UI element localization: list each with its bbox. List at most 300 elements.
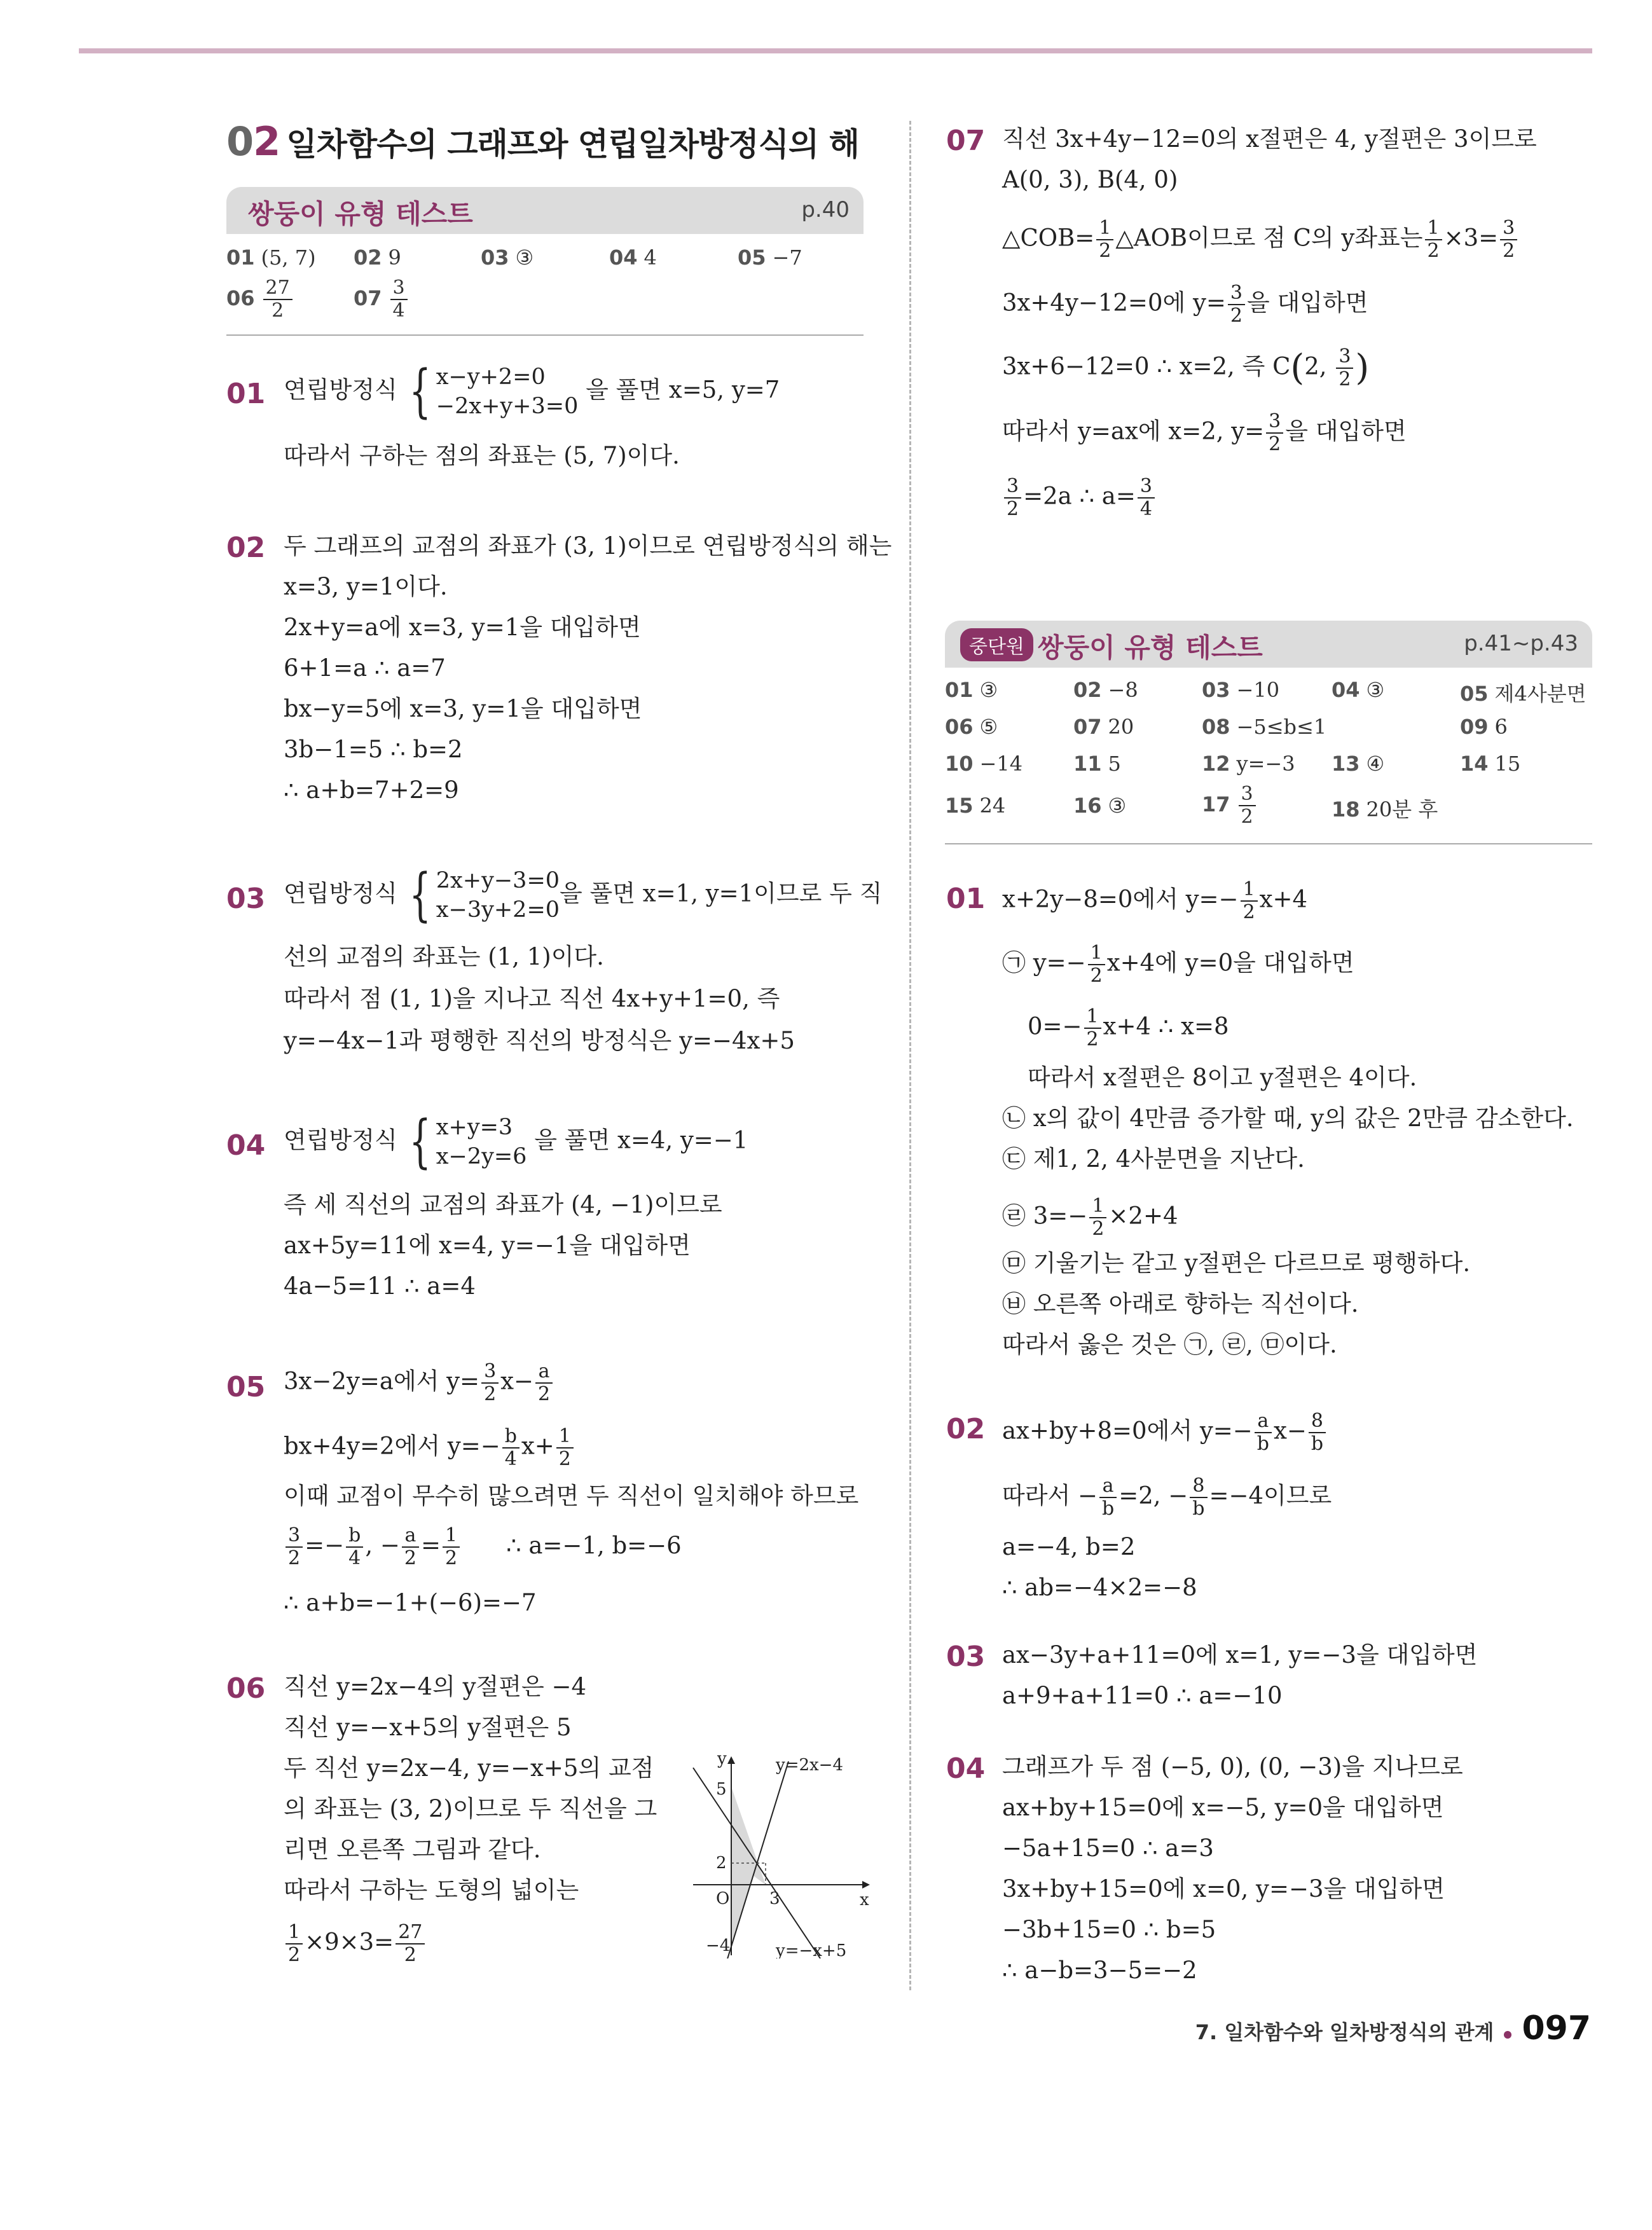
problem-line (284, 1526, 682, 1568)
text: = (420, 1531, 441, 1559)
text: 을 대입하면 (1285, 417, 1407, 445)
denominator: 2 (1427, 240, 1440, 262)
answer-number: 12 (1202, 752, 1230, 776)
text: ㉠ y=− (1002, 949, 1086, 977)
answer-fraction (1239, 785, 1256, 827)
answer-value: ④ (1366, 752, 1385, 776)
problem-number: 01 (226, 378, 266, 410)
section-number-suffix: 2 (253, 118, 280, 165)
text: x+4에 y=0을 대입하면 (1106, 949, 1354, 977)
numerator: b (502, 1427, 520, 1449)
problem-line: ㉤ 기울기는 같고 y절편은 다르므로 평행하다. (1002, 1249, 1471, 1277)
answer-item (609, 245, 657, 270)
answer-number: 03 (1202, 678, 1230, 702)
problem-line: 두 직선 y=2x−4, y=−x+5의 교점 (284, 1754, 654, 1782)
problem-number: 03 (946, 1641, 986, 1673)
problem-line: 따라서 옳은 것은 ㉠, ㉣, ㉤이다. (1002, 1331, 1337, 1358)
problem-number: 01 (946, 883, 986, 915)
line-graph (687, 1749, 871, 1958)
column-divider (909, 121, 911, 1990)
denominator: 2 (558, 1448, 571, 1470)
line-label: y=2x−4 (776, 1756, 844, 1775)
numerator: 1 (1088, 944, 1105, 965)
answer-number: 11 (1073, 752, 1102, 776)
numerator: 3 (1500, 219, 1517, 240)
text: x+4 (1259, 885, 1308, 913)
problem-line: 두 그래프의 교점의 좌표가 (3, 1)이므로 연립방정식의 해는 (284, 532, 892, 560)
numerator: 3 (390, 279, 408, 300)
answer-value: −14 (979, 752, 1023, 776)
numerator: 3 (481, 1362, 499, 1384)
problem-line: ㉢ 제1, 2, 4사분면을 지난다. (1002, 1145, 1305, 1173)
problem-number: 05 (226, 1371, 266, 1403)
fraction (346, 1526, 363, 1568)
equation-system (436, 866, 560, 925)
answer-item (226, 279, 294, 320)
numerator: 1 (1096, 219, 1113, 240)
answer-item (945, 678, 998, 702)
brace-icon: { (409, 1108, 432, 1175)
page-footer (1195, 2009, 1591, 2048)
banner-page: p.41~p.43 (1464, 631, 1578, 656)
text: , − (365, 1531, 400, 1559)
problem-line: a+9+a+11=0 ∴ a=−10 (1002, 1682, 1283, 1709)
answer-number: 01 (945, 678, 974, 702)
divider (945, 843, 1592, 844)
answer-value: 24 (979, 794, 1006, 818)
problem-line (284, 1427, 575, 1469)
denominator: b (1311, 1433, 1324, 1455)
denominator: 2 (1092, 1218, 1105, 1240)
answer-number: 07 (1073, 715, 1102, 739)
answer-fraction (390, 279, 408, 320)
fraction (1309, 1412, 1326, 1454)
problem-line: ∴ a+b=7+2=9 (284, 776, 459, 804)
denominator: b (1102, 1497, 1115, 1520)
numerator: 3 (1336, 347, 1353, 369)
denominator: b (1192, 1497, 1205, 1520)
answer-item (226, 245, 316, 270)
text: 을 대입하면 (1246, 289, 1368, 317)
text: ×2+4 (1108, 1202, 1178, 1230)
answer-item (1202, 752, 1295, 776)
fraction (1241, 880, 1258, 922)
problem-line: ∴ a+b=−1+(−6)=−7 (284, 1589, 537, 1616)
denominator: 2 (444, 1547, 458, 1569)
answer-value: 6 (1494, 715, 1508, 739)
fraction (1004, 477, 1021, 519)
problem-line: −5a+15=0 ∴ a=3 (1002, 1834, 1214, 1862)
shaded-region (731, 1787, 766, 1948)
answer-item (354, 245, 401, 270)
numerator: 8 (1190, 1476, 1207, 1498)
problem-line (284, 1923, 427, 1965)
answer-item (481, 245, 533, 270)
fraction (1255, 1412, 1272, 1454)
answer-value: 5 (1108, 752, 1121, 776)
problem-line: 이때 교점이 무수히 많으려면 두 직선이 일치해야 하므로 (284, 1482, 859, 1510)
fraction (1425, 219, 1442, 261)
answer-item (1202, 678, 1279, 702)
denominator: 2 (288, 1547, 301, 1569)
problem-line (1002, 1197, 1178, 1239)
answer-fraction (263, 279, 293, 320)
equation: x+y=3 (436, 1115, 513, 1140)
text: x+ (521, 1432, 554, 1460)
answer-item (1460, 752, 1520, 776)
line-label: y=−x+5 (776, 1941, 847, 1958)
text: 3x+6−12=0 ∴ x=2, 즉 C (1002, 352, 1291, 380)
banner-twin-test (226, 187, 864, 234)
label-text: 연립방정식 (284, 1126, 397, 1154)
label-text: 연립방정식 (284, 879, 397, 907)
fraction (1228, 284, 1245, 326)
answer-item (1332, 752, 1384, 776)
tick-label: −4 (706, 1936, 731, 1955)
numerator: a (1255, 1412, 1272, 1433)
numerator: 3 (1266, 412, 1283, 434)
numerator: 1 (1425, 219, 1442, 240)
answer-value: 9 (388, 245, 401, 270)
answer-value: −8 (1108, 678, 1138, 702)
fraction (1088, 944, 1105, 986)
problem-line: −3b+15=0 ∴ b=5 (1002, 1916, 1216, 1943)
denominator: 2 (1230, 305, 1242, 327)
problem-line (1002, 477, 1157, 519)
problem-line: bx−y=5에 x=3, y=1을 대입하면 (284, 695, 642, 722)
text: 3x+4y−12=0에 y= (1002, 289, 1226, 317)
numerator: a (402, 1526, 419, 1548)
problem-line: 직선 3x+4y−12=0의 x절편은 4, y절편은 3이므로 (1002, 125, 1537, 153)
problem-line: 따라서 x절편은 8이고 y절편은 4이다. (1028, 1064, 1417, 1091)
problem-line (1002, 219, 1519, 261)
answer-number: 10 (945, 752, 974, 776)
fraction (502, 1427, 520, 1469)
text: △AOB이므로 점 C의 y좌표는 (1115, 224, 1423, 252)
denominator: 2 (1339, 368, 1351, 390)
answer-item (1332, 794, 1438, 823)
answer-number: 06 (226, 286, 255, 310)
answer-number: 13 (1332, 752, 1360, 776)
numerator: 1 (556, 1427, 574, 1449)
denominator: 2 (272, 299, 284, 322)
top-rule (79, 48, 1592, 53)
problem-line: 의 좌표는 (3, 2)이므로 두 직선을 그 (284, 1795, 657, 1822)
answer-value: ③ (1366, 678, 1385, 702)
brace-icon: { (409, 358, 432, 425)
answer-item (1460, 678, 1587, 707)
answer-number: 17 (1202, 792, 1230, 816)
equation: x−2y=6 (436, 1144, 527, 1169)
text: ×3= (1443, 224, 1499, 252)
fraction (286, 1923, 303, 1965)
numerator: 3 (1228, 284, 1245, 305)
problem-line: 3b−1=5 ∴ b=2 (284, 736, 463, 763)
text: 3x−2y=a에서 y= (284, 1367, 480, 1395)
text: 을 풀면 x=1, y=1이므로 두 직 (560, 879, 883, 907)
answer-item (1073, 715, 1134, 739)
text: ㉣ 3=− (1002, 1202, 1088, 1230)
answer-item (354, 279, 410, 320)
numerator: b (346, 1526, 363, 1548)
denominator: 2 (404, 1547, 416, 1569)
fraction (556, 1427, 574, 1469)
problem-line (1002, 1412, 1328, 1454)
answer-number: 09 (1460, 715, 1489, 739)
problem-number: 03 (226, 883, 266, 915)
answer-item (1332, 678, 1384, 702)
problem-line: y=−4x−1과 평행한 직선의 방정식은 y=−4x+5 (284, 1027, 795, 1054)
answer-number: 04 (609, 245, 638, 270)
text: x− (500, 1367, 534, 1395)
denominator: 2 (484, 1383, 497, 1405)
problem-line: ∴ ab=−4×2=−8 (1002, 1574, 1197, 1601)
problem-line (284, 1362, 554, 1404)
denominator: 2 (1241, 806, 1253, 828)
problem-line: ∴ a−b=3−5=−2 (1002, 1957, 1197, 1984)
tick-label: 2 (716, 1854, 727, 1873)
answer-value: ③ (979, 678, 998, 702)
fraction (1084, 1007, 1101, 1049)
numerator: 1 (286, 1923, 303, 1944)
problem-line (1028, 1007, 1229, 1049)
problem-line: 따라서 점 (1, 1)을 지나고 직선 4x+y+1=0, 즉 (284, 985, 780, 1012)
denominator: 2 (1086, 1028, 1099, 1050)
denominator: 2 (1007, 498, 1019, 520)
fraction (1096, 219, 1113, 261)
answer-value: 4 (644, 245, 657, 270)
problem-line: 직선 y=−x+5의 y절편은 5 (284, 1714, 572, 1741)
problem-line: A(0, 3), B(4, 0) (1002, 166, 1178, 193)
answer-number: 18 (1332, 797, 1360, 822)
problem-line: 4a−5=11 ∴ a=4 (284, 1272, 476, 1300)
answer-number: 07 (354, 286, 382, 310)
answer-value: −7 (772, 245, 802, 270)
answer-number: 05 (1460, 682, 1489, 706)
denominator: 2 (1099, 240, 1112, 262)
problem-line: ㉡ x의 값이 4만큼 증가할 때, y의 값은 2만큼 감소한다. (1002, 1105, 1574, 1132)
answer-number: 06 (945, 715, 974, 739)
banner-midunit-test (945, 621, 1592, 668)
text: △COB= (1002, 224, 1095, 252)
answer-number: 05 (738, 245, 766, 270)
answer-number: 15 (945, 794, 974, 818)
problem-number: 06 (226, 1672, 266, 1705)
answer-value: 20분 후 (1366, 797, 1438, 822)
answer-item (738, 245, 802, 270)
denominator: 2 (404, 1944, 416, 1966)
text: 0=− (1028, 1012, 1082, 1040)
denominator: 2 (288, 1944, 301, 1966)
fraction (481, 1362, 499, 1404)
problem-line: ax+by+15=0에 x=−5, y=0을 대입하면 (1002, 1794, 1444, 1821)
answer-value: ⑤ (979, 715, 998, 739)
fraction (535, 1362, 553, 1404)
answer-value: y=−3 (1236, 752, 1295, 776)
answer-value: 15 (1494, 752, 1521, 776)
problem-line (1002, 944, 1354, 986)
text: =− (305, 1531, 345, 1559)
numerator: 3 (1239, 785, 1256, 806)
banner-title: 쌍둥이 유형 테스트 (1038, 632, 1263, 663)
numerator: 3 (1004, 477, 1021, 499)
numerator: 1 (443, 1526, 460, 1548)
fraction (396, 1923, 425, 1965)
x-axis-label: x (860, 1890, 869, 1910)
denominator: 4 (348, 1547, 361, 1569)
problem-line: 6+1=a ∴ a=7 (284, 654, 446, 682)
numerator: 1 (1084, 1007, 1101, 1029)
text: ×9×3= (305, 1928, 394, 1956)
text: x+2y−8=0에서 y=− (1002, 885, 1239, 913)
problem-line: 직선 y=2x−4의 y절편은 −4 (284, 1673, 587, 1700)
equation: 2x+y−3=0 (436, 868, 560, 893)
problem-line: 선의 교점의 좌표는 (1, 1)이다. (284, 943, 604, 970)
answer-item (1073, 794, 1126, 818)
answer-number: 14 (1460, 752, 1489, 776)
text: bx+4y=2에서 y=− (284, 1432, 500, 1460)
text: ∴ a=−1, b=−6 (506, 1531, 682, 1559)
text: 따라서 y=ax에 x=2, y= (1002, 417, 1265, 445)
section-number-prefix: 0 (226, 118, 254, 165)
fraction (1138, 477, 1155, 519)
numerator: 1 (1089, 1197, 1106, 1218)
fraction (1089, 1197, 1106, 1239)
text: 을 풀면 x=5, y=7 (586, 376, 780, 404)
text: x− (1273, 1417, 1307, 1445)
denominator: 4 (392, 299, 405, 322)
denominator: 2 (1269, 433, 1281, 455)
denominator: 2 (538, 1383, 551, 1405)
paren: ( (1290, 347, 1305, 389)
page-number: 097 (1522, 2009, 1591, 2048)
problem-number: 07 (946, 125, 986, 157)
banner-title: 쌍둥이 유형 테스트 (248, 198, 473, 230)
problem-line (284, 1108, 748, 1175)
problem-line (284, 358, 780, 425)
numerator: a (535, 1362, 553, 1384)
problem-line (284, 862, 883, 928)
brace-icon: { (409, 862, 432, 928)
numerator: a (1099, 1476, 1117, 1498)
problem-line (1002, 880, 1307, 922)
equation: −2x+y+3=0 (436, 394, 579, 419)
denominator: 2 (1090, 965, 1103, 987)
denominator: 2 (1242, 901, 1255, 923)
denominator: b (1256, 1433, 1269, 1455)
fraction (1336, 347, 1353, 389)
text: 따라서 − (1002, 1482, 1098, 1510)
text: x+4 ∴ x=8 (1103, 1012, 1229, 1040)
section-title-text: 일차함수의 그래프와 연립일차방정식의 해 (286, 126, 859, 163)
answer-number: 01 (226, 245, 255, 270)
answer-value: ③ (515, 245, 534, 270)
problem-line (1002, 412, 1407, 454)
tick-label: 5 (716, 1780, 727, 1799)
problem-line: ax−3y+a+11=0에 x=1, y=−3을 대입하면 (1002, 1641, 1478, 1669)
text: =2a ∴ a= (1023, 482, 1136, 510)
section-title (226, 118, 859, 165)
problem-number: 02 (226, 532, 266, 564)
numerator: 3 (286, 1526, 303, 1548)
answer-number: 16 (1073, 794, 1102, 818)
numerator: 3 (1138, 477, 1155, 499)
numerator: 27 (263, 279, 293, 300)
equation-system (436, 362, 579, 421)
answer-item (945, 715, 998, 739)
problem-line: 따라서 구하는 도형의 넓이는 (284, 1876, 579, 1904)
y-axis-arrow-icon (727, 1756, 735, 1764)
answer-number: 04 (1332, 678, 1360, 702)
answer-item (1073, 678, 1138, 702)
text: =2, − (1119, 1482, 1188, 1510)
origin-label: O (716, 1889, 730, 1908)
text: 을 풀면 x=4, y=−1 (534, 1126, 748, 1154)
answer-value: ③ (1108, 794, 1127, 818)
text: 2, (1304, 352, 1335, 380)
equation: x−3y+2=0 (436, 897, 560, 923)
answer-item (1202, 785, 1258, 827)
answer-value: (5, 7) (261, 245, 316, 270)
problem-line: 2x+y=a에 x=3, y=1을 대입하면 (284, 614, 641, 641)
answer-value: −5≤b≤1 (1236, 715, 1327, 739)
answer-item (1460, 715, 1508, 739)
problem-line: 그래프가 두 점 (−5, 0), (0, −3)을 지나므로 (1002, 1753, 1463, 1780)
equation: x−y+2=0 (436, 364, 546, 390)
answer-value: −10 (1236, 678, 1280, 702)
fraction (1266, 412, 1283, 454)
problem-line: 3x+by+15=0에 x=0, y=−3을 대입하면 (1002, 1875, 1445, 1903)
equation-system (436, 1113, 527, 1171)
answer-value: 제4사분면 (1494, 682, 1587, 706)
problem-line: a=−4, b=2 (1002, 1533, 1136, 1560)
fraction (1099, 1476, 1117, 1518)
answer-number: 02 (1073, 678, 1102, 702)
fraction (1190, 1476, 1207, 1518)
text: ax+by+8=0에서 y=− (1002, 1417, 1253, 1445)
text: =−4이므로 (1209, 1482, 1332, 1510)
fraction (1500, 219, 1517, 261)
label-text: 연립방정식 (284, 376, 397, 404)
problem-line: ㉥ 오른쪽 아래로 향하는 직선이다. (1002, 1290, 1359, 1318)
problem-number: 02 (946, 1413, 986, 1445)
chapter-label: 7. 일차함수와 일차방정식의 관계 (1195, 2020, 1494, 2044)
problem-line (1002, 284, 1368, 326)
problem-line (1002, 1476, 1332, 1518)
problem-number: 04 (226, 1129, 266, 1162)
denominator: 4 (1139, 498, 1152, 520)
y-axis-label: y (717, 1749, 727, 1768)
answer-item (1073, 752, 1121, 776)
problem-line: x=3, y=1이다. (284, 573, 448, 600)
tick-label: 3 (769, 1889, 780, 1908)
problem-line: 리면 오른쪽 그림과 같다. (284, 1836, 541, 1863)
section-number (226, 118, 280, 165)
divider (226, 334, 864, 336)
problem-number: 04 (946, 1752, 986, 1785)
fraction (286, 1526, 303, 1568)
bullet-icon (1504, 2031, 1511, 2039)
answer-item (945, 794, 1005, 818)
problem-line: ax+5y=11에 x=4, y=−1을 대입하면 (284, 1232, 691, 1259)
answer-item (945, 752, 1022, 776)
paren: ) (1355, 347, 1370, 389)
problem-line (1002, 347, 1369, 389)
problem-line: 따라서 구하는 점의 좌표는 (5, 7)이다. (284, 442, 680, 469)
fraction (443, 1526, 460, 1568)
answer-number: 08 (1202, 715, 1230, 739)
x-axis-arrow-icon (862, 1881, 870, 1889)
